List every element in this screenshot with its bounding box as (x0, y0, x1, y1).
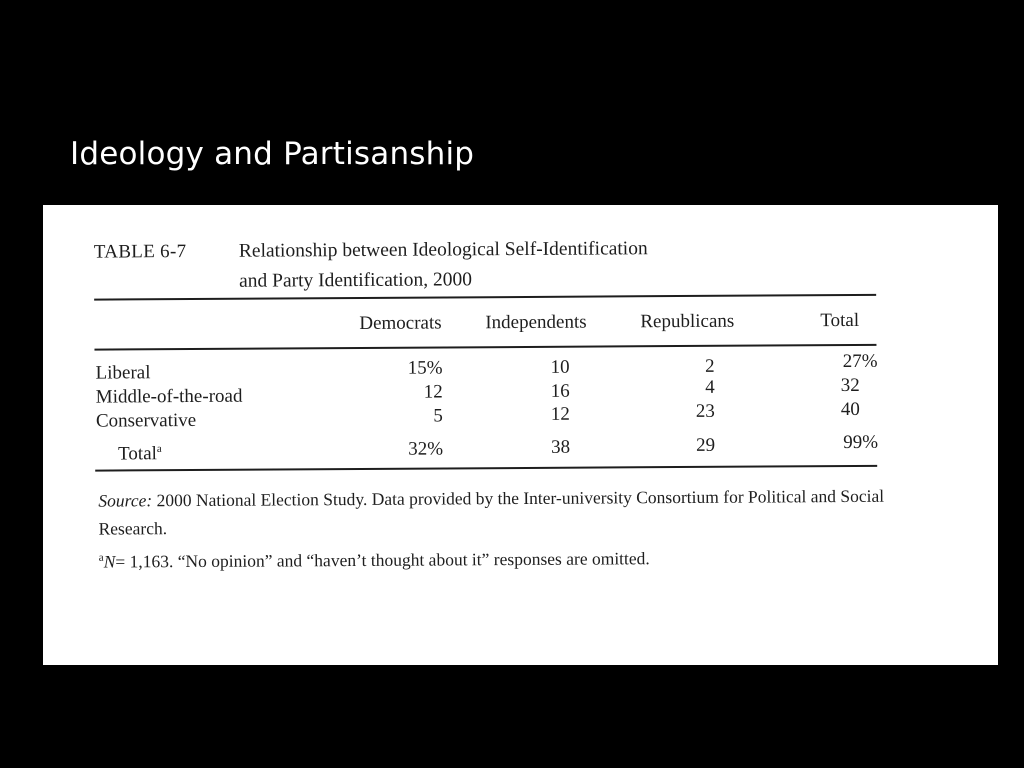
table-cell: 40 (840, 398, 860, 421)
scanned-table-image (43, 205, 998, 665)
table-cell: 27% (842, 350, 878, 373)
table-cell: 15% (407, 357, 443, 379)
table-cell: 16 (550, 380, 570, 402)
table-bottom-rule (95, 465, 877, 472)
total-footnote-marker: a (156, 442, 162, 455)
column-header-total: Total (820, 309, 860, 332)
table-cell: 99% (843, 431, 879, 454)
table-number: TABLE 6-7 (93, 241, 187, 263)
source-label: Source: (98, 490, 153, 511)
column-header-independents: Independents (485, 311, 587, 334)
table-cell: 12 (550, 403, 570, 425)
row-label-liberal: Liberal (95, 362, 151, 384)
footnote-marker: a (98, 551, 104, 564)
table-cell: 2 (705, 355, 715, 377)
table-cell: 32% (408, 438, 444, 460)
source-note (98, 482, 888, 543)
source-text: 2000 National Election Study. Data provided by the Inter-university Consortium for Political and Social Research. (98, 485, 885, 539)
row-label-total-text: Total (118, 443, 157, 465)
table-caption (239, 234, 648, 296)
table-caption-line-1: Relationship between Ideological Self-Identification (238, 238, 648, 262)
slide-title: Ideology and Partisanship (70, 136, 475, 172)
table-cell: 23 (695, 400, 715, 422)
table-cell: 29 (696, 434, 716, 456)
table-cell: 12 (423, 381, 443, 403)
footnote-n: N (103, 551, 116, 572)
column-header-democrats: Democrats (359, 312, 442, 334)
footnote-text: = 1,163. “No opinion” and “haven’t thought about it” responses are omitted. (115, 548, 650, 572)
row-label-total (118, 443, 162, 465)
table-header-rule (94, 344, 876, 350)
row-label-middle-of-the-road: Middle-of-the-road (95, 385, 243, 408)
table-cell: 38 (551, 436, 571, 458)
table-cell: 4 (705, 376, 715, 398)
table-caption-line-2: and Party Identification, 2000 (238, 269, 472, 292)
footnote (99, 548, 650, 572)
scanned-page (42, 202, 1000, 668)
column-header-republicans: Republicans (640, 310, 735, 333)
table-cell: 32 (840, 374, 860, 397)
row-label-conservative: Conservative (95, 409, 197, 432)
table-cell: 10 (550, 356, 570, 378)
table-cell: 5 (433, 405, 443, 427)
